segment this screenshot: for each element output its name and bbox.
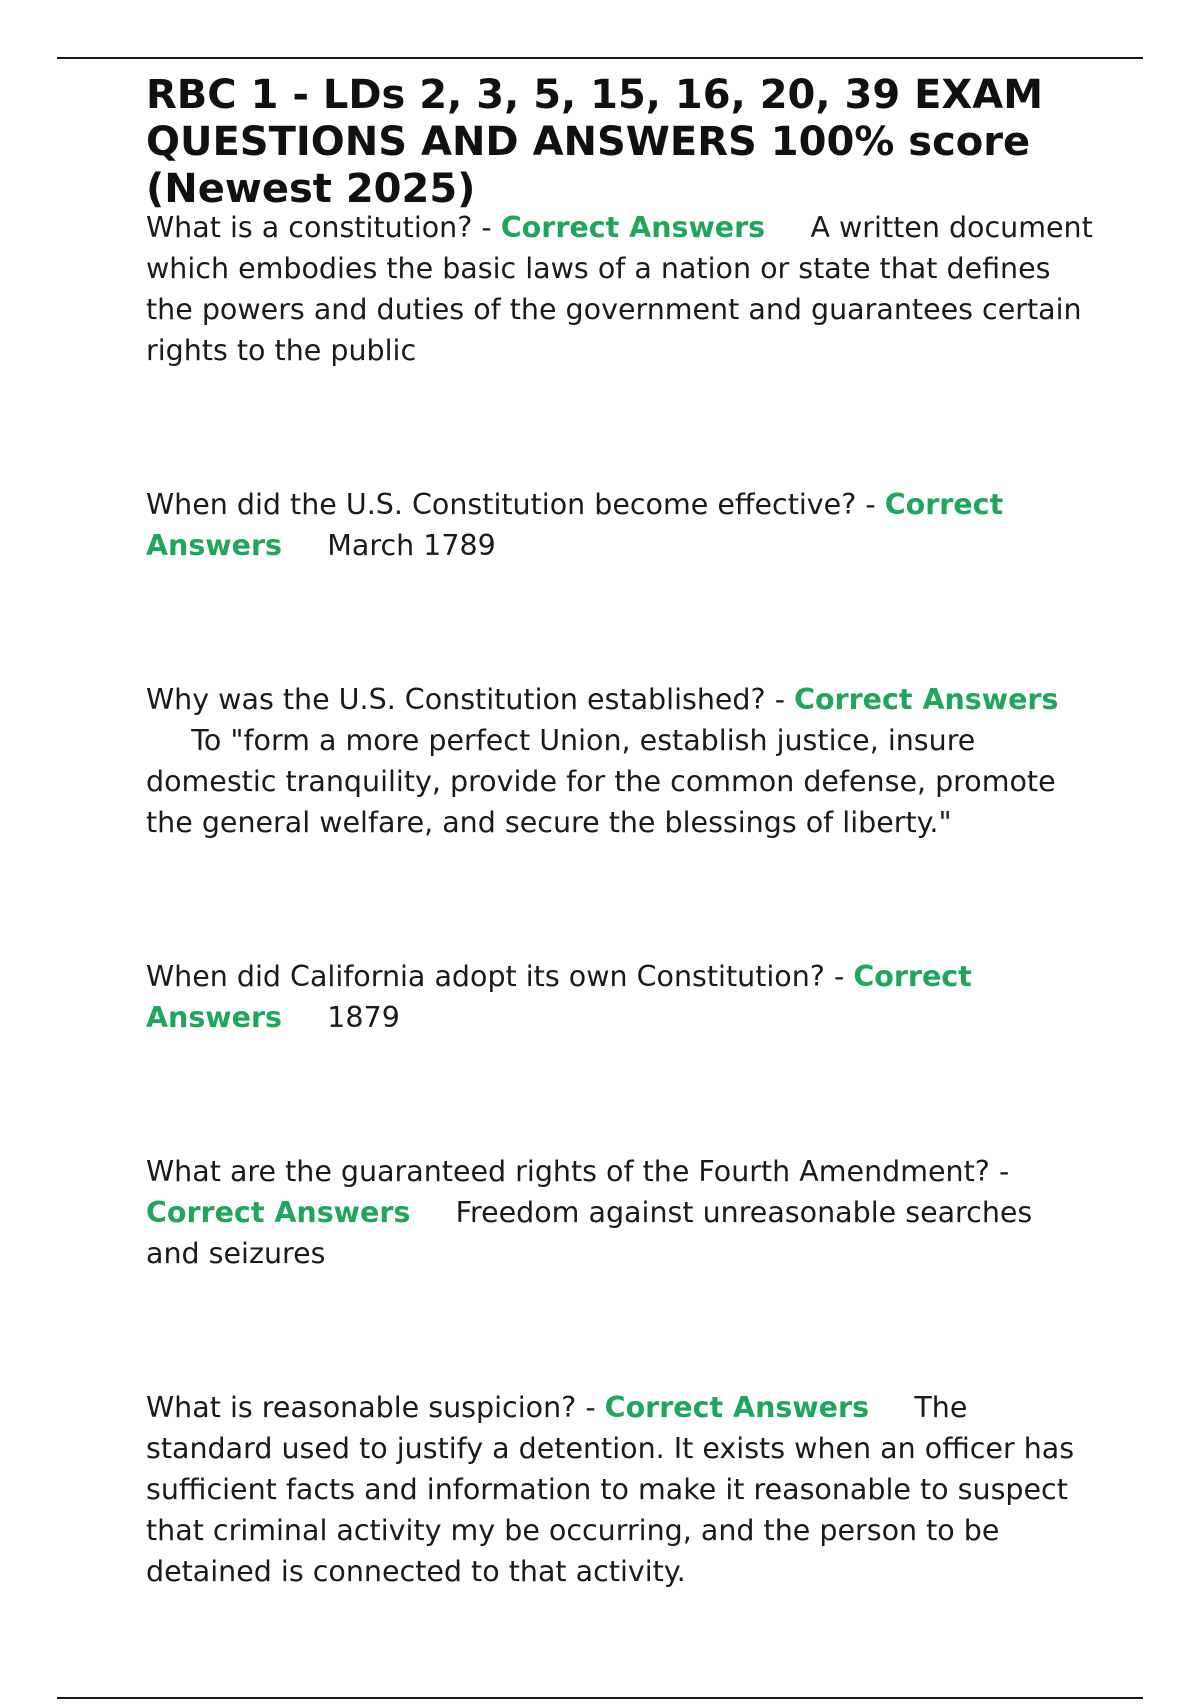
answer-text: Freedom against unreasonable searches and seizures (146, 1196, 1033, 1270)
answer-text: 1879 (327, 1001, 400, 1034)
separator: - (576, 1391, 605, 1424)
separator: - (765, 683, 795, 716)
answer-text: March 1789 (327, 529, 496, 562)
question-text: What is reasonable suspicion? (146, 1391, 577, 1424)
qa-item (146, 679, 1094, 843)
answer-label: Correct Answers (146, 960, 972, 1034)
qa-list (146, 207, 1094, 1592)
bottom-rule (57, 1697, 1143, 1699)
separator: - (472, 211, 501, 244)
answer-label: Correct Answers (146, 1196, 411, 1229)
answer-text: To "form a more perfect Union, establish justice, insure domestic tranquility, provide for the common defense, promote the general welfare, and secure the blessings of liberty." (146, 724, 1056, 839)
qa-item (146, 1151, 1094, 1274)
answer-label: Correct Answers (604, 1391, 870, 1424)
answer-label: Correct Answers (500, 211, 766, 244)
top-rule (57, 57, 1143, 59)
document-body (146, 72, 1094, 1705)
document-title: RBC 1 - LDs 2, 3, 5, 15, 16, 20, 39 EXAM QUESTIONS AND ANSWERS 100% score (Newest 2025) (146, 72, 1044, 212)
answer-text: The standard used to justify a detention. It exists when an officer has sufficient facts and information to make it reasonable to suspect that criminal activity my be occurring, and the person to be detained is connected to that activity. (146, 1391, 1075, 1588)
question-text: What are the guaranteed rights of the Fourth Amendment? (146, 1155, 990, 1188)
question-text: Why was the U.S. Constitution established? (146, 683, 766, 716)
question-text: When did California adopt its own Constitution? (146, 960, 825, 993)
separator: - (989, 1155, 1010, 1188)
answer-text: A written document which embodies the basic laws of a nation or state that defines the powers and duties of the government and guarantees certain rights to the public (146, 211, 1093, 367)
answer-label: Correct Answers (794, 683, 1059, 716)
question-text: What is a constitution? (146, 211, 473, 244)
qa-item (146, 484, 1094, 566)
qa-item (146, 1387, 1094, 1592)
qa-item (146, 956, 1094, 1038)
question-text: When did the U.S. Constitution become effective? (146, 488, 857, 521)
separator: - (824, 960, 854, 993)
qa-item (146, 207, 1094, 371)
separator: - (856, 488, 885, 521)
answer-label: Correct Answers (146, 488, 1004, 562)
